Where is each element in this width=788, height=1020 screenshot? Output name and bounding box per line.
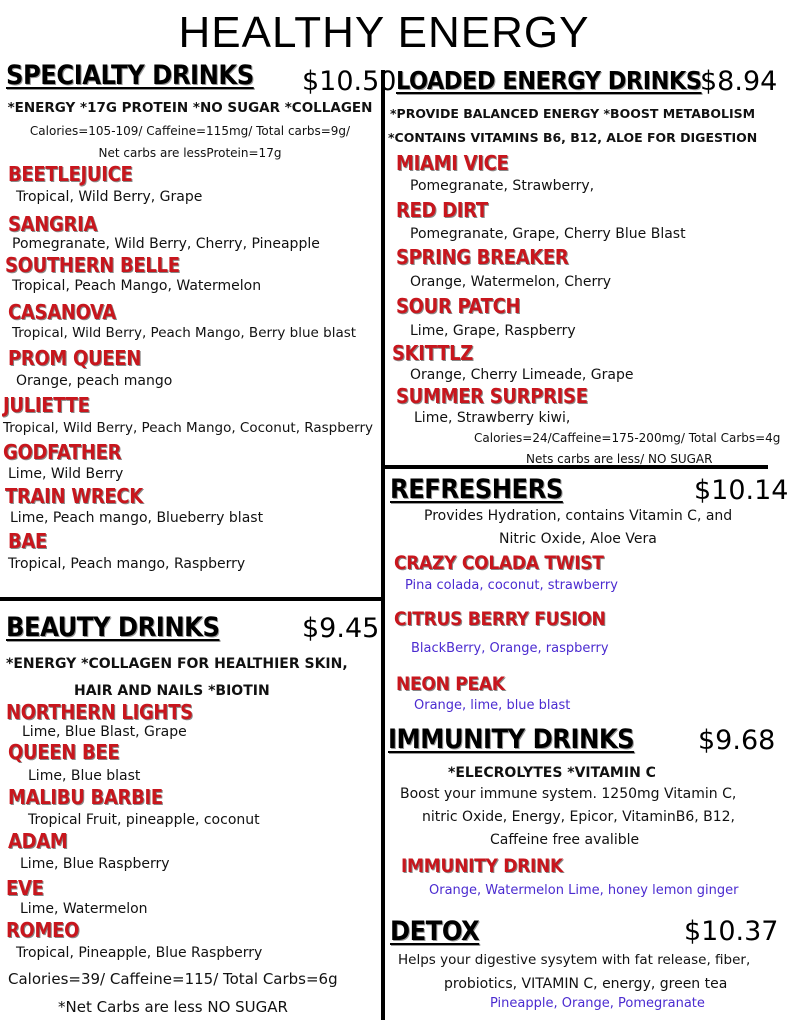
drink-flavors: Lime, Blue Raspberry <box>20 856 170 872</box>
section-price: $9.68 <box>698 725 776 756</box>
drink-name: CITRUS BERRY FUSION <box>394 608 606 630</box>
section-bullets: HAIR AND NAILS *BIOTIN <box>74 683 270 699</box>
drink-name: JULIETTE <box>3 393 90 417</box>
section-bullets: *ENERGY *COLLAGEN FOR HEALTHIER SKIN, <box>6 656 348 672</box>
section-description: probiotics, VITAMIN C, energy, green tea <box>444 976 728 992</box>
section-price: $9.45 <box>302 613 380 644</box>
drink-flavors: Tropical, Wild Berry, Peach Mango, Coconut, Raspberry <box>3 420 373 436</box>
drink-flavors: Orange, peach mango <box>16 373 173 389</box>
drink-name: SOUR PATCH <box>396 294 521 318</box>
drink-name: GODFATHER <box>3 440 122 464</box>
left-divider <box>0 597 381 601</box>
drink-flavors: Tropical Fruit, pineapple, coconut <box>28 812 260 828</box>
drink-name: BEETLEJUICE <box>8 162 133 186</box>
section-bullets: *ENERGY *17G PROTEIN *NO SUGAR *COLLAGEN <box>7 100 373 116</box>
section-price: $10.50 <box>302 66 397 97</box>
section-price: $8.94 <box>700 66 778 97</box>
section-description: nitric Oxide, Energy, Epicor, VitaminB6, B12, <box>422 809 736 825</box>
drink-flavors: Orange, Watermelon, Cherry <box>410 274 612 290</box>
section-heading: BEAUTY DRINKS <box>6 612 220 643</box>
drink-flavors: Pomegranate, Strawberry, <box>410 178 595 194</box>
drink-name: NEON PEAK <box>396 673 505 695</box>
drink-flavors: Lime, Blue blast <box>28 768 141 784</box>
drink-flavors: Lime, Strawberry kiwi, <box>414 410 571 426</box>
drink-name: CASANOVA <box>8 300 116 324</box>
nutrition-note: Calories=39/ Caffeine=115/ Total Carbs=6g <box>8 970 338 988</box>
drink-flavors: Tropical, Pineapple, Blue Raspberry <box>16 945 263 961</box>
drink-name: SKITTLZ <box>392 341 474 365</box>
drink-name: BAE <box>8 529 48 553</box>
section-price: $10.14 <box>694 475 788 506</box>
section-description: Boost your immune system. 1250mg Vitamin C, <box>400 786 737 802</box>
section-heading: DETOX <box>390 916 480 947</box>
nutrition-note: Calories=24/Caffeine=175-200mg/ Total Carbs=4g <box>474 431 781 445</box>
drink-name: IMMUNITY DRINK <box>401 855 563 877</box>
section-description: Helps your digestive sysytem with fat release, fiber, <box>398 952 751 968</box>
drink-name: QUEEN BEE <box>8 740 120 764</box>
drink-flavors: Orange, Cherry Limeade, Grape <box>410 367 634 383</box>
drink-flavors: Tropical, Wild Berry, Peach Mango, Berry blue blast <box>12 325 357 341</box>
drink-flavors: Lime, Blue Blast, Grape <box>22 724 187 740</box>
drink-name: SOUTHERN BELLE <box>5 253 180 277</box>
drink-flavors: Lime, Peach mango, Blueberry blast <box>10 510 264 526</box>
nutrition-note: Net carbs are lessProtein=17g <box>98 146 282 160</box>
section-heading: IMMUNITY DRINKS <box>388 724 635 755</box>
drink-flavors: Pomegranate, Grape, Cherry Blue Blast <box>410 226 686 242</box>
drink-name: SUMMER SURPRISE <box>396 384 588 408</box>
drink-flavors: Orange, lime, blue blast <box>414 698 571 713</box>
section-heading: LOADED ENERGY DRINKS <box>396 66 702 95</box>
center-divider <box>381 70 385 1020</box>
drink-flavors: Pina colada, coconut, strawberry <box>405 578 618 593</box>
drink-name: SANGRIA <box>8 212 98 236</box>
drink-flavors: Lime, Watermelon <box>20 901 148 917</box>
section-bullets: *ELECROLYTES *VITAMIN C <box>448 765 656 781</box>
drink-flavors: Pomegranate, Wild Berry, Cherry, Pineapple <box>12 236 320 252</box>
drink-name: EVE <box>6 876 44 900</box>
drink-flavors: Lime, Wild Berry <box>8 466 124 482</box>
drink-name: RED DIRT <box>396 198 488 222</box>
section-description: Caffeine free avalible <box>490 832 640 848</box>
drink-name: SPRING BREAKER <box>396 245 569 269</box>
drink-name: MIAMI VICE <box>396 151 509 175</box>
section-heading: REFRESHERS <box>390 474 563 505</box>
section-description: Provides Hydration, contains Vitamin C, and <box>424 508 733 524</box>
drink-name: ADAM <box>8 829 68 853</box>
nutrition-note: Nets carbs are less/ NO SUGAR <box>526 452 713 466</box>
drink-flavors: BlackBerry, Orange, raspberry <box>411 641 609 656</box>
section-bullets: *CONTAINS VITAMINS B6, B12, ALOE FOR DIGESTION <box>388 130 758 145</box>
drink-name: CRAZY COLADA TWIST <box>394 552 604 574</box>
drink-name: PROM QUEEN <box>8 346 142 370</box>
drink-flavors: Lime, Grape, Raspberry <box>410 323 576 339</box>
drink-flavors: Tropical, Peach mango, Raspberry <box>8 556 246 572</box>
drink-flavors: Tropical, Wild Berry, Grape <box>16 189 203 205</box>
drink-flavors: Pineapple, Orange, Pomegranate <box>490 996 705 1011</box>
drink-flavors: Tropical, Peach Mango, Watermelon <box>12 278 262 294</box>
drink-name: TRAIN WRECK <box>5 484 143 508</box>
section-description: Nitric Oxide, Aloe Vera <box>499 531 657 547</box>
section-price: $10.37 <box>684 916 779 947</box>
drink-flavors: Orange, Watermelon Lime, honey lemon ginger <box>429 883 739 898</box>
nutrition-note: *Net Carbs are less NO SUGAR <box>58 998 288 1016</box>
drink-name: MALIBU BARBIE <box>8 785 163 809</box>
nutrition-note: Calories=105-109/ Caffeine=115mg/ Total carbs=9g/ <box>29 124 351 138</box>
drink-name: ROMEO <box>6 918 80 942</box>
drink-name: NORTHERN LIGHTS <box>6 700 193 724</box>
section-heading: SPECIALTY DRINKS <box>6 60 254 91</box>
section-bullets: *PROVIDE BALANCED ENERGY *BOOST METABOLISM <box>390 106 756 121</box>
page-title: HEALTHY ENERGY <box>178 8 590 57</box>
